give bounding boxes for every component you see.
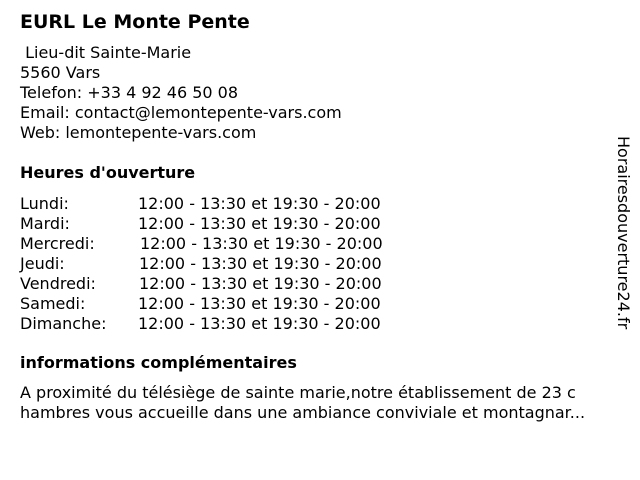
hours-heading: Heures d'ouverture <box>20 163 196 182</box>
web-line: Web: lemontepente-vars.com <box>20 123 257 142</box>
hours-row-vendredi <box>20 274 383 294</box>
city-line: 5560 Vars <box>20 63 101 82</box>
info-heading: informations complémentaires <box>20 353 297 372</box>
day-label: Vendredi: <box>20 274 96 293</box>
contact-block <box>20 43 342 143</box>
day-times: 12:00 - 13:30 et 19:30 - 20:00 <box>138 194 381 213</box>
hours-row-jeudi <box>20 254 383 274</box>
hours-row-dimanche <box>20 314 383 334</box>
info-line-1: A proximité du télésiège de sainte marie,notre établissement de 23 c <box>20 383 576 402</box>
watermark <box>612 136 634 348</box>
day-times: 12:00 - 13:30 et 19:30 - 20:00 <box>138 294 381 313</box>
day-times: 12:00 - 13:30 et 19:30 - 20:00 <box>138 214 381 233</box>
hours-row-samedi <box>20 294 383 314</box>
hours-row-mercredi <box>20 234 383 254</box>
day-label: Dimanche: <box>20 314 107 333</box>
day-label: Mardi: <box>20 214 70 233</box>
info-line-2: hambres vous accueille dans une ambiance conviviale et montagnar... <box>20 403 586 422</box>
day-label: Lundi: <box>20 194 69 213</box>
day-times: 12:00 - 13:30 et 19:30 - 20:00 <box>140 234 383 253</box>
business-name: EURL Le Monte Pente <box>20 11 250 33</box>
day-times: 12:00 - 13:30 et 19:30 - 20:00 <box>139 274 382 293</box>
address-line: Lieu-dit Sainte-Marie <box>20 43 192 62</box>
day-label: Jeudi: <box>20 254 65 273</box>
hours-row-mardi <box>20 214 383 234</box>
hours-row-lundi <box>20 194 383 214</box>
info-text <box>20 383 620 423</box>
email-line: Email: contact@lemontepente-vars.com <box>20 103 342 122</box>
phone-line: Telefon: +33 4 92 46 50 08 <box>20 83 239 102</box>
day-times: 12:00 - 13:30 et 19:30 - 20:00 <box>139 254 382 273</box>
watermark-text: Horairesdouverture24.fr <box>614 136 633 330</box>
day-times: 12:00 - 13:30 et 19:30 - 20:00 <box>138 314 381 333</box>
day-label: Samedi: <box>20 294 86 313</box>
day-label: Mercredi: <box>20 234 95 253</box>
hours-table <box>20 194 383 334</box>
